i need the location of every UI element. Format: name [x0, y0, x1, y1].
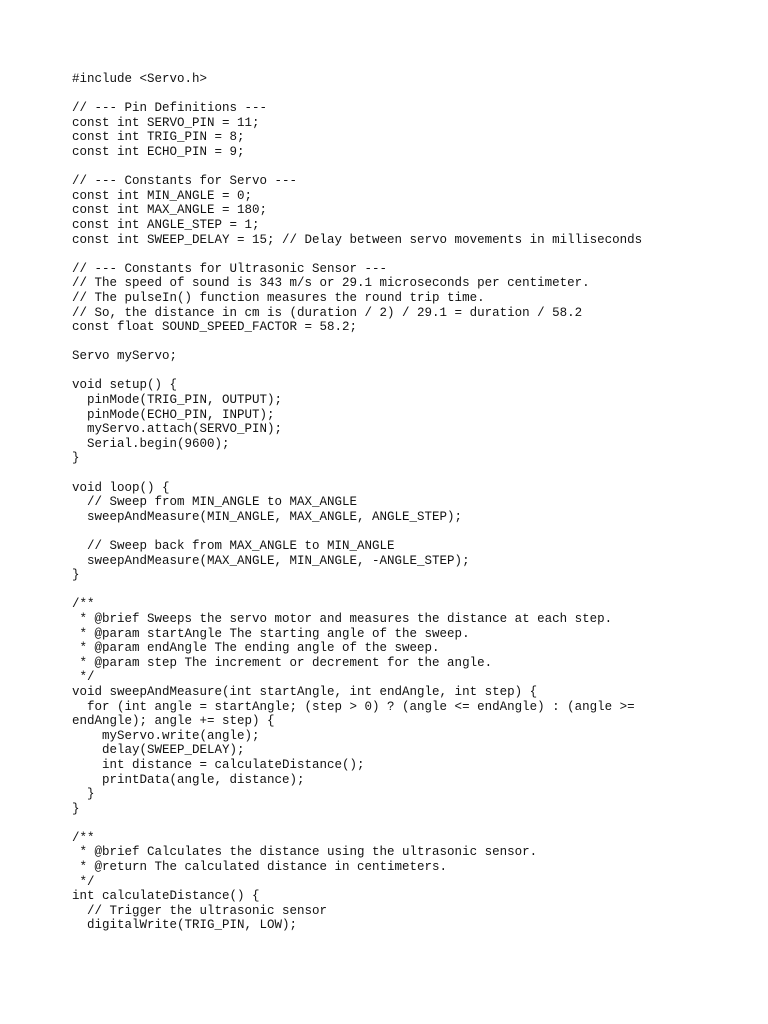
code-line: const int ECHO_PIN = 9; [72, 144, 245, 159]
code-line: void loop() { [72, 480, 170, 495]
code-line: // Sweep back from MAX_ANGLE to MIN_ANGLE [72, 539, 395, 553]
code-line [72, 364, 732, 379]
code-line: pinMode(TRIG_PIN, OUTPUT); [72, 393, 283, 408]
code-line: sweepAndMeasure(MAX_ANGLE, MIN_ANGLE, -ANGLE_STEP); [72, 553, 470, 568]
code-line: * @param step The increment or decrement for the angle. [72, 655, 493, 670]
code-line: for (int angle = startAngle; (step > 0) ? (angle <= endAngle) : (angle >= [72, 699, 635, 714]
code-line: * @brief Calculates the distance using the ultrasonic sensor. [72, 845, 538, 860]
code-line: void setup() { [72, 378, 178, 393]
code-line: /** [72, 597, 95, 612]
code-line: const float SOUND_SPEED_FACTOR = 58.2; [72, 320, 358, 335]
code-line: * @param endAngle The ending angle of the sweep. [72, 641, 440, 656]
code-line [72, 524, 732, 539]
code-line: // Sweep from MIN_ANGLE to MAX_ANGLE [72, 495, 358, 510]
code-line: myServo.write(angle); [72, 728, 260, 743]
code-line [72, 816, 732, 831]
code-line: // --- Constants for Servo --- [72, 174, 298, 189]
code-line [72, 466, 732, 481]
code-line: myServo.attach(SERVO_PIN); [72, 422, 283, 437]
code-line: Servo myServo; [72, 349, 178, 364]
code-line: pinMode(ECHO_PIN, INPUT); [72, 407, 275, 422]
code-line: #include <Servo.h> [72, 72, 208, 86]
code-line: const int SWEEP_DELAY = 15; // Delay between servo movements in milliseconds [72, 232, 643, 247]
code-line [72, 160, 732, 175]
code-line: const int MIN_ANGLE = 0; [72, 188, 253, 203]
code-line: // The speed of sound is 343 m/s or 29.1 microseconds per centimeter. [72, 276, 590, 291]
code-line [72, 247, 732, 262]
code-line: sweepAndMeasure(MIN_ANGLE, MAX_ANGLE, ANGLE_STEP); [72, 509, 463, 524]
code-line: int distance = calculateDistance(); [72, 757, 365, 772]
code-line: delay(SWEEP_DELAY); [72, 743, 245, 758]
code-line: const int TRIG_PIN = 8; [72, 130, 245, 145]
code-line: void sweepAndMeasure(int startAngle, int endAngle, int step) { [72, 684, 538, 699]
code-line: // --- Constants for Ultrasonic Sensor --- [72, 261, 388, 276]
code-line: // Trigger the ultrasonic sensor [72, 903, 328, 918]
code-line: * @return The calculated distance in centimeters. [72, 860, 448, 875]
code-line: * @brief Sweeps the servo motor and measures the distance at each step. [72, 611, 613, 626]
code-line: const int MAX_ANGLE = 180; [72, 203, 268, 218]
code-line: } [72, 801, 80, 816]
code-line: } [72, 787, 95, 802]
code-line [72, 583, 732, 598]
code-line: endAngle); angle += step) { [72, 714, 275, 729]
code-line: printData(angle, distance); [72, 772, 305, 787]
code-line: int calculateDistance() { [72, 889, 260, 904]
code-line [72, 87, 732, 102]
code-block [72, 72, 732, 933]
code-line: * @param startAngle The starting angle of the sweep. [72, 626, 470, 641]
code-line: */ [72, 874, 95, 889]
code-line: const int ANGLE_STEP = 1; [72, 217, 260, 232]
code-line: } [72, 451, 80, 466]
code-line: // --- Pin Definitions --- [72, 101, 268, 116]
code-line: /** [72, 830, 95, 845]
code-line: Serial.begin(9600); [72, 436, 230, 451]
code-line: } [72, 568, 80, 583]
code-line [72, 335, 732, 350]
code-line: // The pulseIn() function measures the round trip time. [72, 290, 485, 305]
code-line: // So, the distance in cm is (duration / 2) / 29.1 = duration / 58.2 [72, 305, 583, 320]
code-line: */ [72, 670, 95, 685]
code-line: digitalWrite(TRIG_PIN, LOW); [72, 918, 298, 933]
code-line: const int SERVO_PIN = 11; [72, 115, 260, 130]
